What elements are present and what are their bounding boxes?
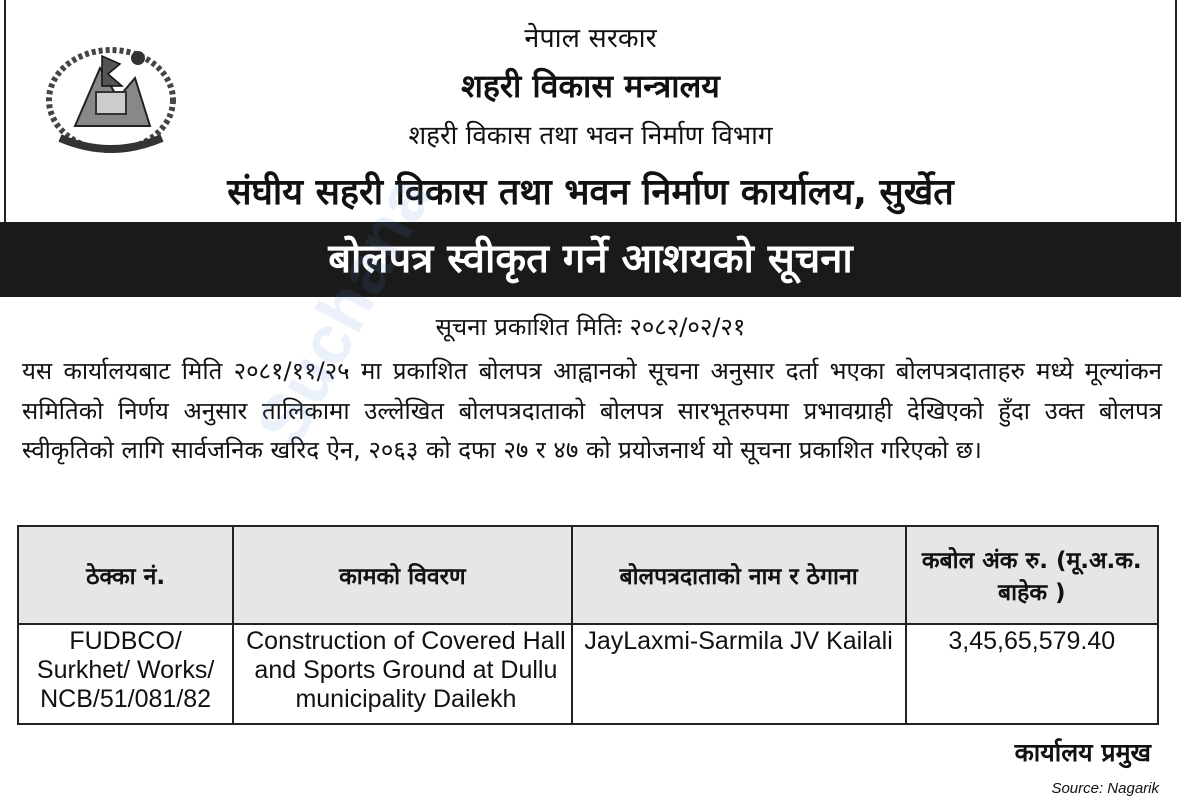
table-row bbox=[18, 624, 1158, 724]
award-table bbox=[17, 525, 1159, 725]
header-description: कामको विवरण bbox=[233, 526, 571, 624]
cell-amount: 3,45,65,579.40 bbox=[906, 624, 1158, 724]
table-header-row bbox=[18, 526, 1158, 624]
office-title: संघीय सहरी विकास तथा भवन निर्माण कार्यालय, सुर्खेत bbox=[227, 172, 954, 213]
ministry-title: शहरी विकास मन्त्रालय bbox=[461, 67, 720, 105]
published-date: सूचना प्रकाशित मितिः २०८२/०२/२१ bbox=[435, 313, 746, 341]
cell-bidder: JayLaxmi-Sarmila JV Kailali bbox=[572, 624, 906, 724]
cell-description: Construction of Covered Hall and Sports Ground at Dullu municipality Dailekh bbox=[233, 624, 571, 724]
signature: कार्यालय प्रमुख bbox=[1014, 738, 1151, 767]
header-contract-no: ठेक्का नं. bbox=[18, 526, 233, 624]
watermark: Suchana bbox=[240, 162, 447, 458]
notice-body: यस कार्यालयबाट मिति २०८१/११/२५ मा प्रकाशित बोलपत्र आह्वानको सूचना अनुसार दर्ता भएका बोलपत्रदाताहरु मध्ये मूल्यांकन समितिको निर्णय अनुसार तालिकामा उल्लेखित बोलपत्रदाताको बोलपत्र सारभूतरुपमा प्रभावग्राही देखिएको हुँदा उक्त बोलपत्र स्वीकृतिको लागि सार्वजनिक खरिद ऐन, २०६३ को दफा २७ र ४७ को प्रयोजनार्थ यो सूचना प्रकाशित गरिएको छ। bbox=[22, 357, 1162, 464]
department-title: शहरी विकास तथा भवन निर्माण विभाग bbox=[408, 121, 773, 151]
cell-contract-no: FUDBCO/ Surkhet/ Works/ NCB/51/081/82 bbox=[18, 624, 233, 724]
government-title: नेपाल सरकार bbox=[524, 23, 657, 54]
header-amount: कबोल अंक रु. (मू.अ.क. बाहेक ) bbox=[906, 526, 1158, 624]
notice-banner: बोलपत्र स्वीकृत गर्ने आशयको सूचना bbox=[0, 222, 1181, 297]
source-credit: Source: Nagarik bbox=[1051, 780, 1159, 797]
header-bidder: बोलपत्रदाताको नाम र ठेगाना bbox=[572, 526, 906, 624]
